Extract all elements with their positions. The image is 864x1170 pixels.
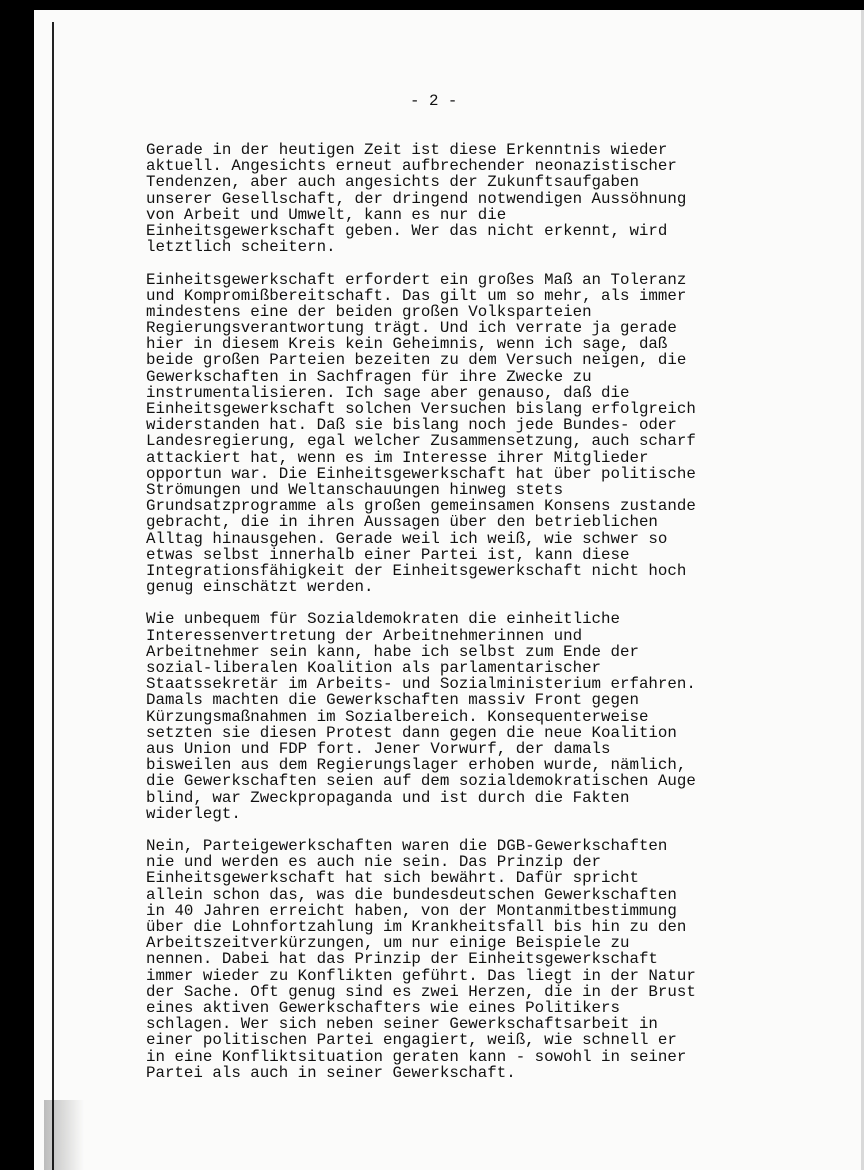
text-line: nie und werden es auch nie sein. Das Prinzip der (146, 853, 602, 872)
text-line: von Arbeit und Umwelt, kann es nur die (146, 205, 507, 224)
paragraph-3 (146, 611, 846, 821)
text-line: Wie unbequem für Sozialdemokraten die einheitliche (146, 610, 620, 629)
text-line: Arbeitnehmer sein kann, habe ich selbst zum Ende der (146, 642, 639, 661)
text-line: opportun war. Die Einheitsgewerkschaft hat über politische (146, 464, 696, 483)
text-line: etwas selbst innerhalb einer Partei ist, kann diese (146, 545, 630, 564)
text-line: aus Union und FDP fort. Jener Vorwurf, der damals (146, 739, 611, 758)
text-line: widerlegt. (146, 804, 241, 823)
text-line: und Kompromißbereitschaft. Das gilt um so mehr, als immer (146, 286, 687, 305)
text-line: attackiert hat, wenn es im Interesse ihrer Mitglieder (146, 448, 649, 467)
text-line: Einheitsgewerkschaft solchen Versuchen bislang erfolgreich (146, 400, 696, 418)
document-body (146, 142, 846, 1097)
text-line: letztlich scheitern. (146, 238, 336, 257)
text-line: setzten sie diesen Protest dann gegen die neue Koalition (146, 723, 677, 742)
text-line: Arbeitszeitverkürzungen, um nur einige Beispiele zu (146, 934, 630, 953)
binding-shadow (44, 1100, 84, 1170)
text-line: in eine Konfliktsituation geraten kann - sowohl in seiner (146, 1047, 687, 1066)
text-line: instrumentalisieren. Ich sage aber genauso, daß die (146, 383, 630, 402)
page-number: - 2 - (410, 92, 458, 110)
text-line: genug einschätzt werden. (146, 578, 374, 597)
text-line: Gewerkschaften in Sachfragen für ihre Zwecke zu (146, 367, 592, 386)
scan-border-top (0, 0, 864, 10)
text-line: hier in diesem Kreis kein Geheimnis, wenn ich sage, daß (146, 335, 668, 354)
text-line: widerstanden hat. Daß sie bislang noch jede Bundes- oder (146, 416, 677, 435)
text-line: bisweilen aus dem Regierungslager erhoben wurde, nämlich, (146, 756, 687, 775)
text-line: Einheitsgewerkschaft erfordert ein großes Maß an Toleranz (146, 270, 687, 289)
text-line: blind, war Zweckpropaganda und ist durch die Fakten (146, 788, 630, 807)
text-line: aktuell. Angesichts erneut aufbrechender neonazistischer (146, 157, 677, 176)
text-line: eines aktiven Gewerkschafters wie eines Politikers (146, 998, 620, 1017)
text-line: in 40 Jahren erreicht haben, von der Montanmitbestimmung (146, 901, 677, 920)
text-line: mindestens eine der beiden großen Volksparteien (146, 302, 592, 321)
text-line: Partei als auch in seiner Gewerkschaft. (146, 1063, 516, 1082)
text-line: nennen. Dabei hat das Prinzip der Einheitsgewerkschaft (146, 950, 658, 969)
text-line: beide großen Parteien bezeiten zu dem Versuch neigen, die (146, 351, 687, 370)
paragraph-4 (146, 838, 846, 1081)
text-line: Interessenvertretung der Arbeitnehmerinnen und (146, 626, 583, 645)
text-line: immer wieder zu Konflikten geführt. Das liegt in der Natur (146, 966, 696, 985)
text-line: der Sache. Oft genug sind es zwei Herzen, die in der Brust (146, 982, 696, 1001)
text-line: Gerade in der heutigen Zeit ist diese Erkenntnis wieder (146, 141, 668, 159)
text-line: Regierungsverantwortung trägt. Und ich verrate ja gerade (146, 319, 677, 338)
text-line: Damals machten die Gewerkschaften massiv Front gegen (146, 691, 639, 710)
text-line: Staatssekretär im Arbeits- und Sozialministerium erfahren. (146, 675, 696, 694)
document-page (34, 10, 864, 1170)
text-line: Einheitsgewerkschaft geben. Wer das nicht erkennt, wird (146, 221, 668, 240)
text-line: Tendenzen, aber auch angesichts der Zukunftsaufgaben (146, 173, 639, 192)
text-line: Einheitsgewerkschaft hat sich bewährt. Dafür spricht (146, 869, 639, 888)
text-line: Landesregierung, egal welcher Zusammensetzung, auch scharf (146, 432, 696, 451)
text-line: Strömungen und Weltanschauungen hinweg stets (146, 480, 564, 499)
binding-line (52, 22, 54, 1170)
text-line: Grundsatzprogramme als großen gemeinsamen Konsens zustande (146, 497, 696, 516)
text-line: gebracht, die in ihren Aussagen über den betrieblichen (146, 513, 658, 532)
text-line: schlagen. Wer sich neben seiner Gewerkschaftsarbeit in (146, 1015, 658, 1034)
paragraph-2 (146, 272, 846, 596)
paragraph-1 (146, 142, 846, 255)
text-line: Integrationsfähigkeit der Einheitsgewerkschaft nicht hoch (146, 561, 687, 580)
text-line: einer politischen Partei engagiert, weiß, wie schnell er (146, 1031, 677, 1050)
text-line: unserer Gesellschaft, der dringend notwendigen Aussöhnung (146, 189, 687, 208)
text-line: Kürzungsmaßnahmen im Sozialbereich. Konsequenterweise (146, 707, 649, 726)
text-line: sozial-liberalen Koalition als parlamentarischer (146, 659, 602, 677)
text-line: Nein, Parteigewerkschaften waren die DGB-Gewerkschaften (146, 837, 668, 856)
text-line: Alltag hinausgehen. Gerade weil ich weiß, wie schwer so (146, 529, 668, 548)
text-line: allein schon das, was die bundesdeutschen Gewerkschaften (146, 885, 677, 904)
scan-border-left (0, 0, 34, 1170)
text-line: über die Lohnfortzahlung im Krankheitsfall bis hin zu den (146, 918, 687, 936)
text-line: die Gewerkschaften seien auf dem sozialdemokratischen Auge (146, 772, 696, 791)
